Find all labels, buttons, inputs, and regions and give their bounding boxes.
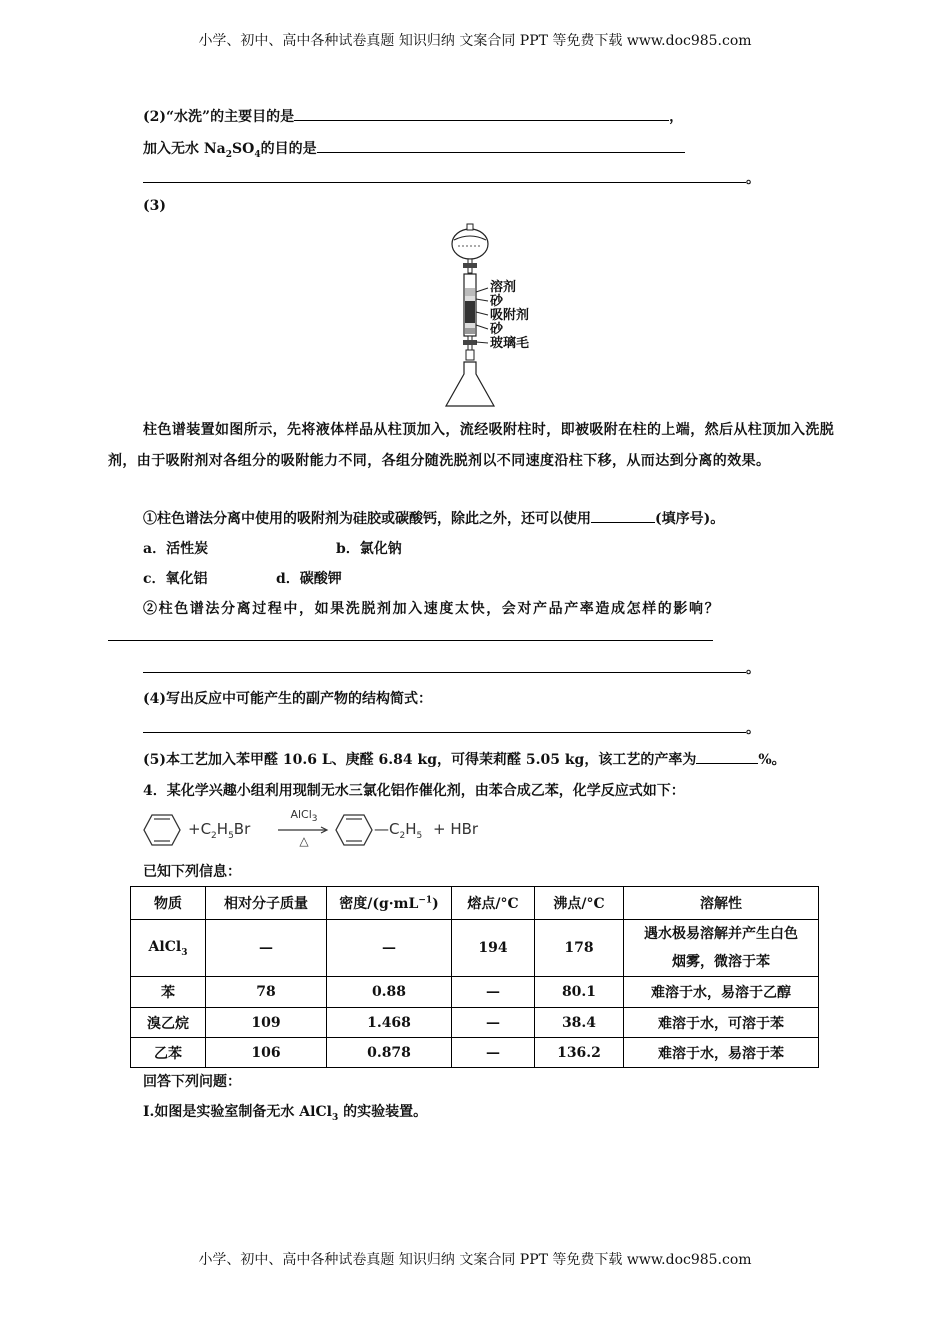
th-density-text: 密度/(g·mL (339, 896, 419, 912)
q4-answer-line (143, 718, 760, 738)
th-substance: 物质 (131, 887, 206, 920)
q3-sub2-blank1[interactable] (108, 628, 713, 641)
label-sand-top: 砂 (490, 294, 504, 309)
q3-sub2-line1 (108, 628, 713, 645)
cell-value: — (452, 977, 535, 1008)
reactant-ethyl-bromide (188, 820, 250, 841)
cell-value: 78 (206, 977, 327, 1008)
cell-value: 0.88 (327, 977, 452, 1008)
th-boiling-point: 沸点/°C (535, 887, 624, 920)
table-row (131, 977, 819, 1008)
q4-label: (4)写出反应中可能产生的副产物的结构简式： (143, 691, 432, 707)
q2-line2-post: 的目的是 (260, 141, 317, 157)
cell-value: 194 (452, 920, 535, 977)
q2-blank1[interactable] (294, 108, 669, 121)
th-density (327, 887, 452, 920)
th-melting-point: 熔点/°C (452, 887, 535, 920)
th-molar-mass: 相对分子质量 (206, 887, 327, 920)
cell-value: 苯 (131, 977, 206, 1008)
reaction-arrow-icon (278, 826, 330, 834)
cell-value: — (452, 1008, 535, 1038)
page-header: 小学、初中、高中各种试卷真题 知识归纳 文案合同 PPT 等免费下载 www.doc985.com (198, 33, 752, 49)
column-stopcock (463, 340, 477, 345)
q2-line2-pre: 加入无水 Na (143, 141, 226, 157)
page-footer: 小学、初中、高中各种试卷真题 知识归纳 文案合同 PPT 等免费下载 www.doc985.com (198, 1252, 752, 1268)
th-density-close: ) (432, 896, 439, 912)
q5-line (143, 749, 786, 769)
table-header-row (131, 887, 819, 920)
figure-labels (490, 281, 529, 351)
cell-value: — (327, 920, 452, 977)
q3-paragraph: 柱色谱装置如图所示，先将液体样品从柱顶加入，流经吸附柱时，即被吸附在柱的上端，然后从柱顶加入洗脱剂，由于吸附剂对各组分的吸附能力不同，各组分随洗脱剂以不同速度沿柱下移，从而达到分离的效果。 (108, 422, 835, 469)
cell-value: 遇水极易溶解并产生白色烟雾，微溶于苯 (624, 920, 819, 977)
q3-sub2-line2 (143, 658, 760, 678)
known-info-label: 已知下列信息： (143, 864, 241, 880)
part1-text: I.如图是实验室制备无水 AlCl$_3$ 的实验装置。 (143, 1104, 428, 1123)
q2-line1-end: ， (669, 109, 684, 125)
q4-end: 。 (746, 721, 760, 737)
funnel-stopper (467, 224, 473, 230)
solvent-layer (465, 288, 475, 296)
product-c-subscript: 2 (399, 831, 406, 841)
cell-value: 溴乙烷 (131, 1008, 206, 1038)
option-a: a．活性炭 (143, 541, 209, 557)
conical-flask (446, 362, 494, 406)
c-subscript: 2 (211, 831, 217, 841)
funnel-stopcock (463, 263, 477, 268)
answer-prompt: 回答下列问题： (143, 1074, 241, 1090)
option-b: b．氯化钠 (336, 541, 402, 557)
hbr-product: + HBr (433, 820, 479, 838)
table-row (131, 1038, 819, 1068)
q3-sub2: ②柱色谱法分离过程中，如果洗脱剂加入速度太快，会对产品产率造成怎样的影响？ (143, 601, 721, 617)
q3-sub1 (143, 508, 724, 528)
adsorbent-layer (465, 301, 475, 323)
product-formula (374, 820, 478, 841)
product-h-subscript: 5 (416, 831, 423, 841)
cell-value: 1.468 (327, 1008, 452, 1038)
table-row (131, 920, 819, 977)
table-row (131, 1008, 819, 1038)
cell-value: — (206, 920, 327, 977)
q2-blank2[interactable] (317, 140, 685, 153)
q2-blank3[interactable] (143, 170, 746, 183)
q3-sub1-text: ①柱色谱法分离中使用的吸附剂为硅胶或碳酸钙，除此之外，还可以使用 (143, 511, 591, 527)
benzene-ring-product-icon (334, 812, 374, 848)
q2-line1 (143, 106, 683, 126)
plus-c: +C (188, 820, 212, 838)
cell-value: 38.4 (535, 1008, 624, 1038)
q3-sub1-end: (填序号)。 (655, 511, 725, 527)
benzene-ring-icon (142, 812, 182, 848)
th-solubility: 溶解性 (624, 887, 819, 920)
label-glass-wool: 玻璃毛 (490, 336, 530, 351)
q2-line2 (143, 138, 685, 160)
q2-sub2: 4 (254, 149, 261, 160)
q3-label: (3) (143, 198, 166, 214)
cell-value: 136.2 (535, 1038, 624, 1068)
option-d: d．碳酸钾 (276, 571, 342, 587)
cell-value: 难溶于水，易溶于苯 (624, 1038, 819, 1068)
q4-blank[interactable] (143, 720, 746, 733)
cell-value: 106 (206, 1038, 327, 1068)
product-h: H (405, 820, 417, 838)
h-subscript: 5 (228, 831, 234, 841)
q5-blank[interactable] (696, 751, 758, 764)
cell-value: 80.1 (535, 977, 624, 1008)
catalyst-label (278, 808, 330, 824)
q3-sub1-blank[interactable] (591, 510, 655, 523)
option-c: c．氧化铝 (143, 571, 208, 587)
catalyst-subscript: 3 (311, 814, 318, 825)
q5-end: %。 (758, 752, 786, 768)
problem4-intro: 4．某化学兴趣小组利用现制无水三氯化铝作催化剂，由苯合成乙苯，化学反应式如下： (143, 783, 685, 799)
label-solvent: 溶剂 (490, 280, 517, 295)
q2-sub1: 2 (225, 149, 233, 160)
cell-value: 109 (206, 1008, 327, 1038)
heat-condition: △ (299, 834, 309, 848)
q2-line3 (143, 168, 760, 188)
cell-value: — (452, 1038, 535, 1068)
funnel-bulb (452, 229, 488, 259)
q2-line2-mid: SO (232, 141, 255, 157)
cell-value: 难溶于水，可溶于苯 (624, 1008, 819, 1038)
q2-line1-text: (2)“水洗”的主要目的是 (143, 109, 295, 125)
th-density-sup: −1 (418, 895, 433, 906)
cell-value: 乙苯 (131, 1038, 206, 1068)
br-symbol: Br (233, 820, 251, 838)
h-symbol: H (216, 820, 229, 838)
properties-table (130, 886, 819, 1068)
cell-value: 0.878 (327, 1038, 452, 1068)
q3-sub2-blank2[interactable] (143, 660, 746, 673)
cell-alcl3: AlCl$_3$ (131, 920, 206, 977)
q3-sub2-end: 。 (746, 661, 760, 677)
label-adsorbent: 吸附剂 (490, 308, 530, 323)
label-sand-bottom: 砂 (490, 322, 504, 337)
cell-value: 难溶于水，易溶于乙醇 (624, 977, 819, 1008)
cell-value: 178 (535, 920, 624, 977)
q5-text: (5)本工艺加入苯甲醛 10.6 L、庚醛 6.84 kg，可得茉莉醛 5.05 kg，该工艺的产率为 (143, 752, 697, 768)
catalyst-text: AlCl (290, 808, 312, 821)
product-c: —C (374, 820, 400, 838)
q2-line3-end: 。 (746, 171, 760, 187)
